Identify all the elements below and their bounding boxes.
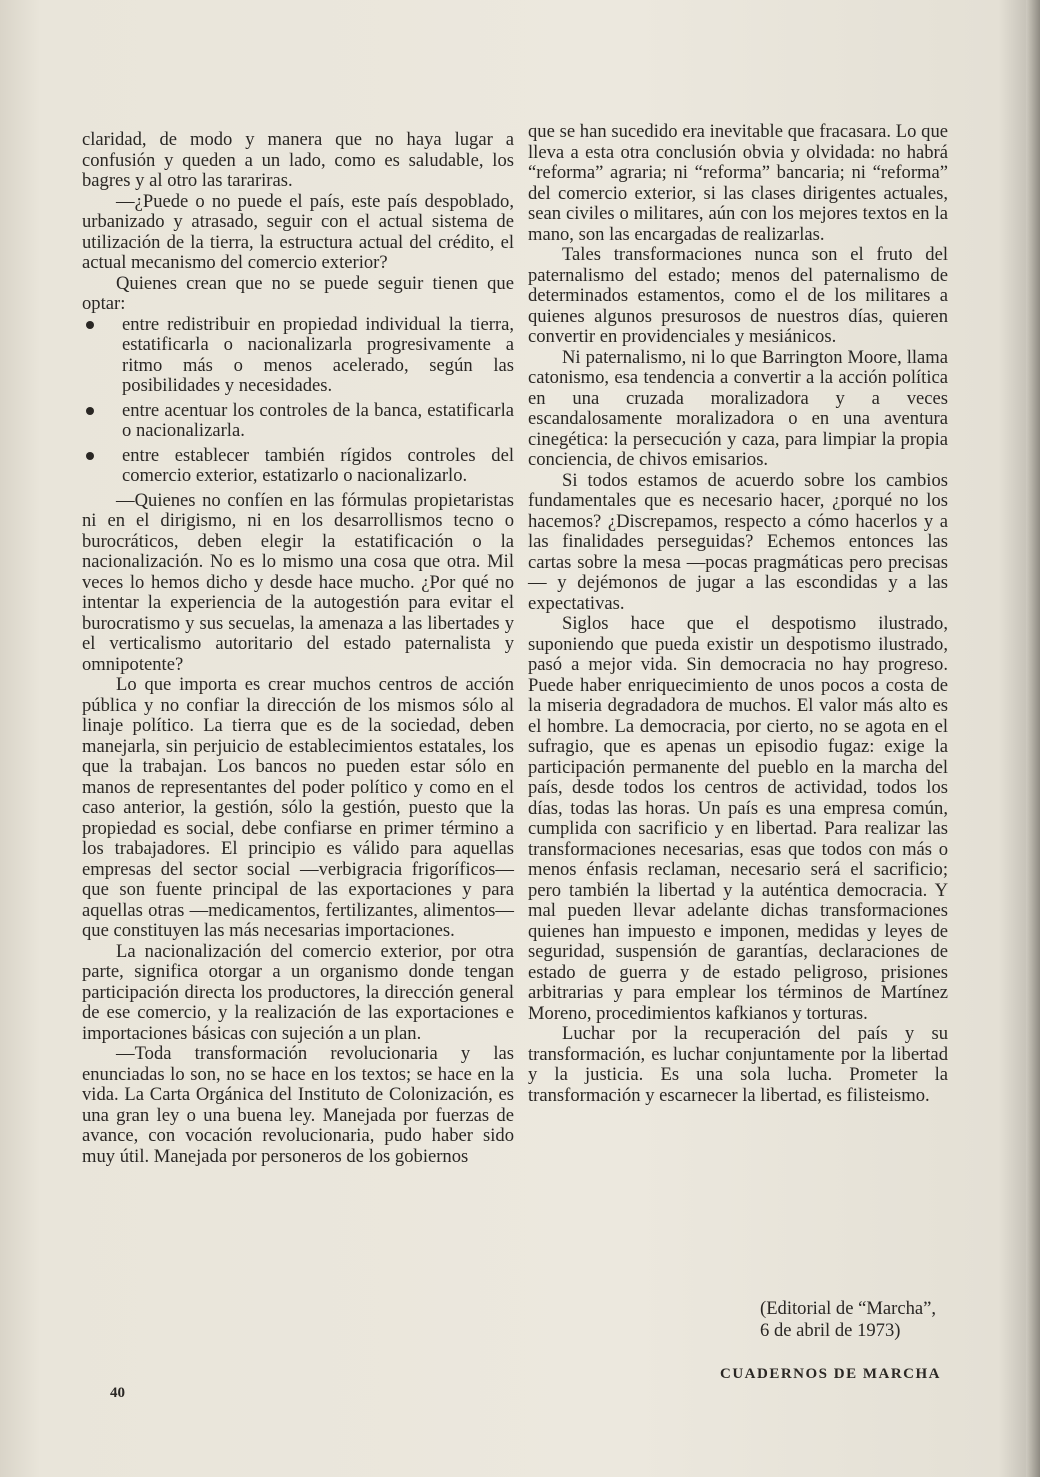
paragraph: —¿Puede o no puede el país, este país despoblado, urbanizado y atrasado, seguir con el actual sistema de utilización de la tierra, la estructura actual del crédito, el actual mecanismo del comercio exterior? [82, 190, 514, 273]
attribution-line: (Editorial de “Marcha”, [760, 1298, 937, 1319]
list-item [82, 446, 514, 487]
list-item-text: entre establecer también rígidos controles del comercio exterior, estatizarlo o nacionalizarlo. [122, 444, 514, 486]
paragraph: Lo que importa es crear muchos centros de acción pública y no confiar la dirección de los mismos sólo al linaje político. La tierra que es de la sociedad, deben manejarla, sin perjuicio de establecimientos estatales, los que la trabajan. Los bancos no pueden estar sólo en manos de representantes del poder político y como en el caso anterior, la gestión, sólo la gestión, puesto que la propiedad es social, debe confiarse en primer término a los trabajadores. El principio es válido para aquellas empresas del sector social —verbigracia frigoríficos— que son fuente principal de las exportaciones y para aquellas otras —medicamentos, fertilizantes, alimentos— que constituyen las más necesarias importaciones. [82, 674, 514, 941]
publication-title: CUADERNOS DE MARCHA [720, 1366, 942, 1382]
paragraph: que se han sucedido era inevitable que fracasara. Lo que lleva a esta otra conclusión obvia y olvidada: no habrá “reforma” agraria; ni “reforma” bancaria; ni “reforma” del comercio exterior, si las clases dirigentes actuales, sean civiles o militares, aún con los mejores textos en la mano, son las encargadas de realizarlas. [528, 121, 948, 245]
paragraph: Ni paternalismo, ni lo que Barrington Moore, llama catonismo, esa tendencia a convertir a la acción política en una cruzada moralizadora y a veces escandalosamente moralizadora o en una aventura cinegética: la persecución y caza, para limpiar la propia conciencia, de chivos emisarios. [528, 346, 948, 470]
paragraph: Quienes crean que no se puede seguir tienen que optar: [82, 272, 514, 314]
paragraph: Si todos estamos de acuerdo sobre los cambios fundamentales que es necesario hacer, ¿porqué no los hacemos? ¿Discrepamos, respecto a cómo hacerlos y a las finalidades perseguidas? Echemos entonces las cartas sobre la mesa —pocas pragmáticas pero precisas— y dejémonos de jugar a las escondidas y a las expectativas. [528, 469, 948, 614]
bullet-icon [86, 407, 94, 415]
list-item-text: entre redistribuir en propiedad individual la tierra, estatificarla o nacionalizarla progresivamente a ritmo más o menos acelerado, según las posibilidades y necesidades. [122, 313, 514, 396]
paragraph: Tales transformaciones nunca son el fruto del paternalismo del estado; menos del paternalismo de determinados estamentos, como el de los militares a quienes algunos presurosos de nuestros días, quieren convertir en providenciales y mesiánicos. [528, 244, 948, 347]
left-column [82, 130, 514, 1167]
bullet-icon [86, 452, 94, 460]
list-item [82, 315, 514, 397]
paragraph: Siglos hace que el despotismo ilustrado, suponiendo que pueda existir un despotismo ilustrado, pasó a mejor vida. Sin democracia no hay progreso. Puede haber enriquecimiento de unos pocos a costa de la miseria degradadora de muchos. El valor más alto es el hombre. La democracia, por cierto, no se agota en el sufragio, que es apenas un episodio fugaz: exige la participación permanente del pueblo en la marcha del país, desde todos los centros de actividad, todos los días, todas las horas. Un país es una empresa común, cumplida con sacrificio y en libertad. Para realizar las transformaciones necesarias, esas que todos con más o menos énfasis reclaman, necesario será el sacrificio; pero también la libertad y la auténtica democracia. Y mal pueden llevar adelante dichas transformaciones quienes han impuesto e imponen, medidas y leyes de seguridad, suspensión de garantías, declaraciones de estado de guerra y de estado peligroso, prisiones arbitrarias y para emplear los términos de Martínez Moreno, procedimientos kafkianos y torturas. [528, 613, 948, 1024]
paragraph: Luchar por la recuperación del país y su transformación, es luchar conjuntamente por la libertad y la justicia. Es una sola lucha. Prometer la transformación y escarnecer la libertad, es filisteismo. [528, 1023, 948, 1106]
paragraph: —Quienes no confíen en las fórmulas propietaristas ni en el dirigismo, ni en los desarrollismos tecno o burocráticos, deben elegir la estatificación o la nacionalización. No es lo mismo una cosa que otra. Mil veces lo hemos dicho y desde hace mucho. ¿Por qué no intentar la experiencia de la autogestión para evitar el burocratismo y sus secuelas, la amenaza a las libertades y el verticalismo autoritario del estado paternalista y omnipotente? [82, 489, 514, 675]
page-number: 40 [110, 1385, 125, 1401]
attribution-line: 6 de abril de 1973) [760, 1320, 901, 1341]
bullet-list [82, 315, 514, 487]
list-item-text: entre acentuar los controles de la banca, estatificarla o nacionalizarla. [122, 399, 514, 441]
right-column [528, 122, 948, 1106]
bullet-icon [86, 321, 94, 329]
list-item [82, 401, 514, 442]
paragraph: —Toda transformación revolucionaria y las enunciadas lo son, no se hace en los textos; se hace en la vida. La Carta Orgánica del Instituto de Colonización, es una gran ley o una buena ley. Manejada por fuerzas de avance, con vocación revolucionaria, pudo haber sido muy útil. Manejada por personeros de los gobiernos [82, 1043, 514, 1167]
paragraph: La nacionalización del comercio exterior, por otra parte, significa otorgar a un organismo donde tengan participación directa los productores, la dirección general de ese comercio, y la realización de las exportaciones e importaciones básicas con sujeción a un plan. [82, 940, 514, 1044]
editorial-attribution [760, 1298, 980, 1342]
paragraph: claridad, de modo y manera que no haya lugar a confusión y queden a un lado, como es saludable, los bagres y al otro las tarariras. [82, 129, 514, 191]
page-binding-edge [1026, 0, 1040, 1477]
